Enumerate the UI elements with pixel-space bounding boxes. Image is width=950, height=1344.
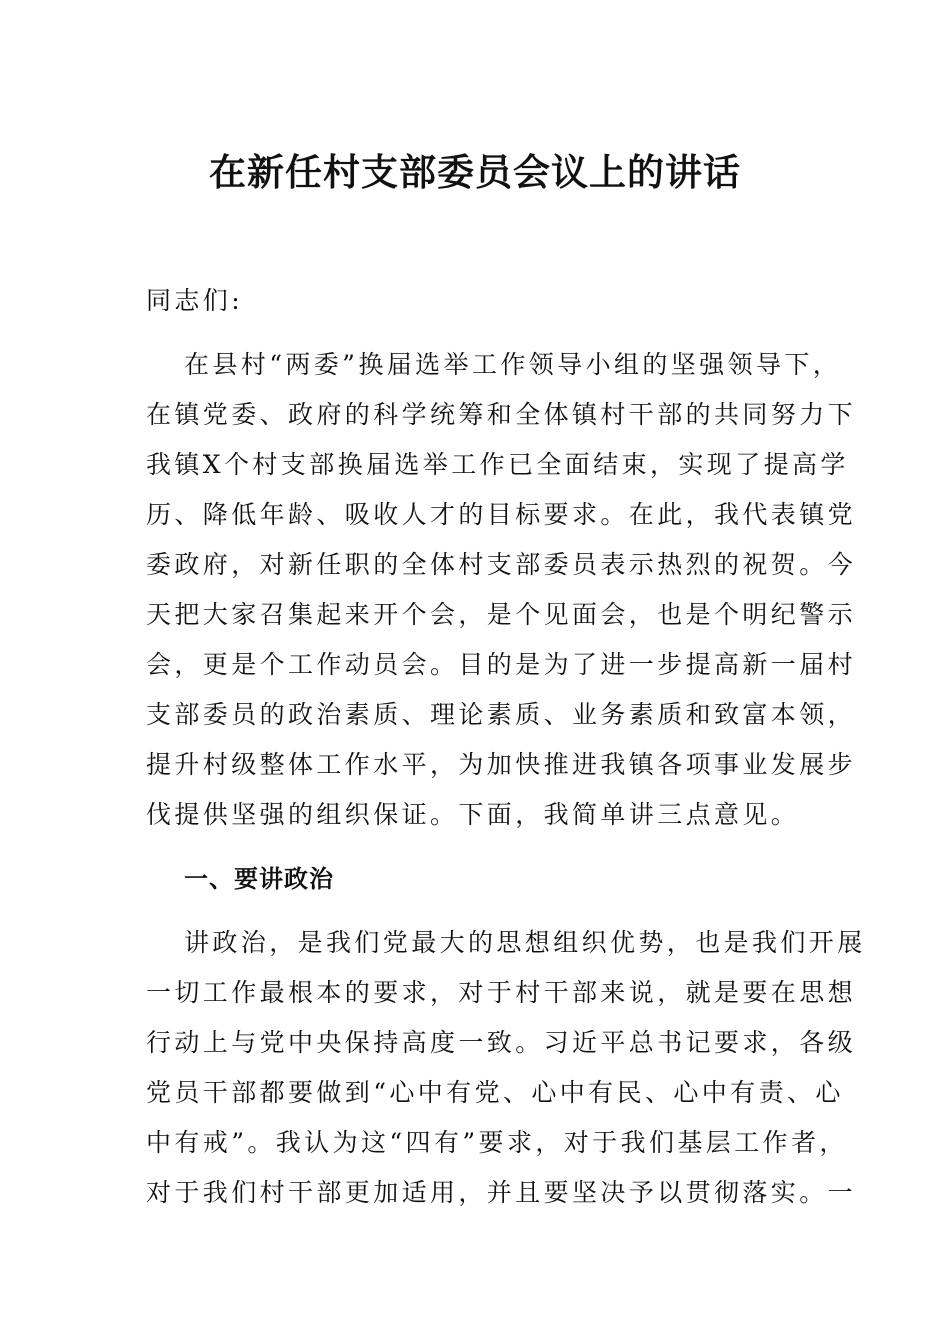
paragraph-line: 委政府，对新任职的全体村支部委员表示热烈的祝贺。今 <box>146 550 857 579</box>
paragraph-line: 在镇党委、政府的科学统筹和全体镇村干部的共同努力下 <box>146 400 857 429</box>
paragraph-line: 会，更是个工作动员会。目的是为了进一步提高新一届村 <box>146 650 857 679</box>
section-heading: 一、要讲政治 <box>184 865 334 893</box>
spacer <box>146 904 818 918</box>
paragraph-line: 伐提供坚强的组织保证。下面，我简单讲三点意见。 <box>146 800 800 829</box>
paragraph-line: 党员干部都要做到“心中有党、心中有民、心中有责、心 <box>146 1078 844 1107</box>
paragraph-1 <box>146 340 857 840</box>
paragraph-line: 一切工作最根本的要求，对于村干部来说，就是要在思想 <box>146 978 857 1007</box>
paragraph-line: 在县村“两委”换届选举工作领导小组的坚强领导下， <box>184 350 842 379</box>
paragraph-line: 讲政治，是我们党最大的思想组织优势，也是我们开展 <box>184 928 866 957</box>
spacer <box>146 840 818 854</box>
paragraph-2 <box>146 918 866 1218</box>
paragraph-line: 提升村级整体工作水平，为加快推进我镇各项事业发展步 <box>146 750 857 779</box>
document-body <box>146 276 866 1218</box>
paragraph-line: 对于我们村干部更加适用，并且要坚决予以贯彻落实。一 <box>146 1178 857 1207</box>
paragraph-line: 行动上与党中央保持高度一致。习近平总书记要求，各级 <box>146 1028 857 1057</box>
salutation: 同志们: <box>146 286 244 315</box>
spacer <box>146 326 818 340</box>
paragraph-line: 支部委员的政治素质、理论素质、业务素质和致富本领， <box>146 700 857 729</box>
paragraph-line: 中有戒”。我认为这“四有”要求，对于我们基层工作者， <box>146 1128 848 1157</box>
document-title: 在新任村支部委员会议上的讲话 <box>209 150 741 194</box>
paragraph-line: 历、降低年龄、吸收人才的目标要求。在此，我代表镇党 <box>146 500 857 529</box>
paragraph-line: 我镇X个村支部换届选举工作已全面结束，实现了提高学 <box>146 450 849 479</box>
paragraph-line: 天把大家召集起来开个会，是个见面会，也是个明纪警示 <box>146 600 857 629</box>
